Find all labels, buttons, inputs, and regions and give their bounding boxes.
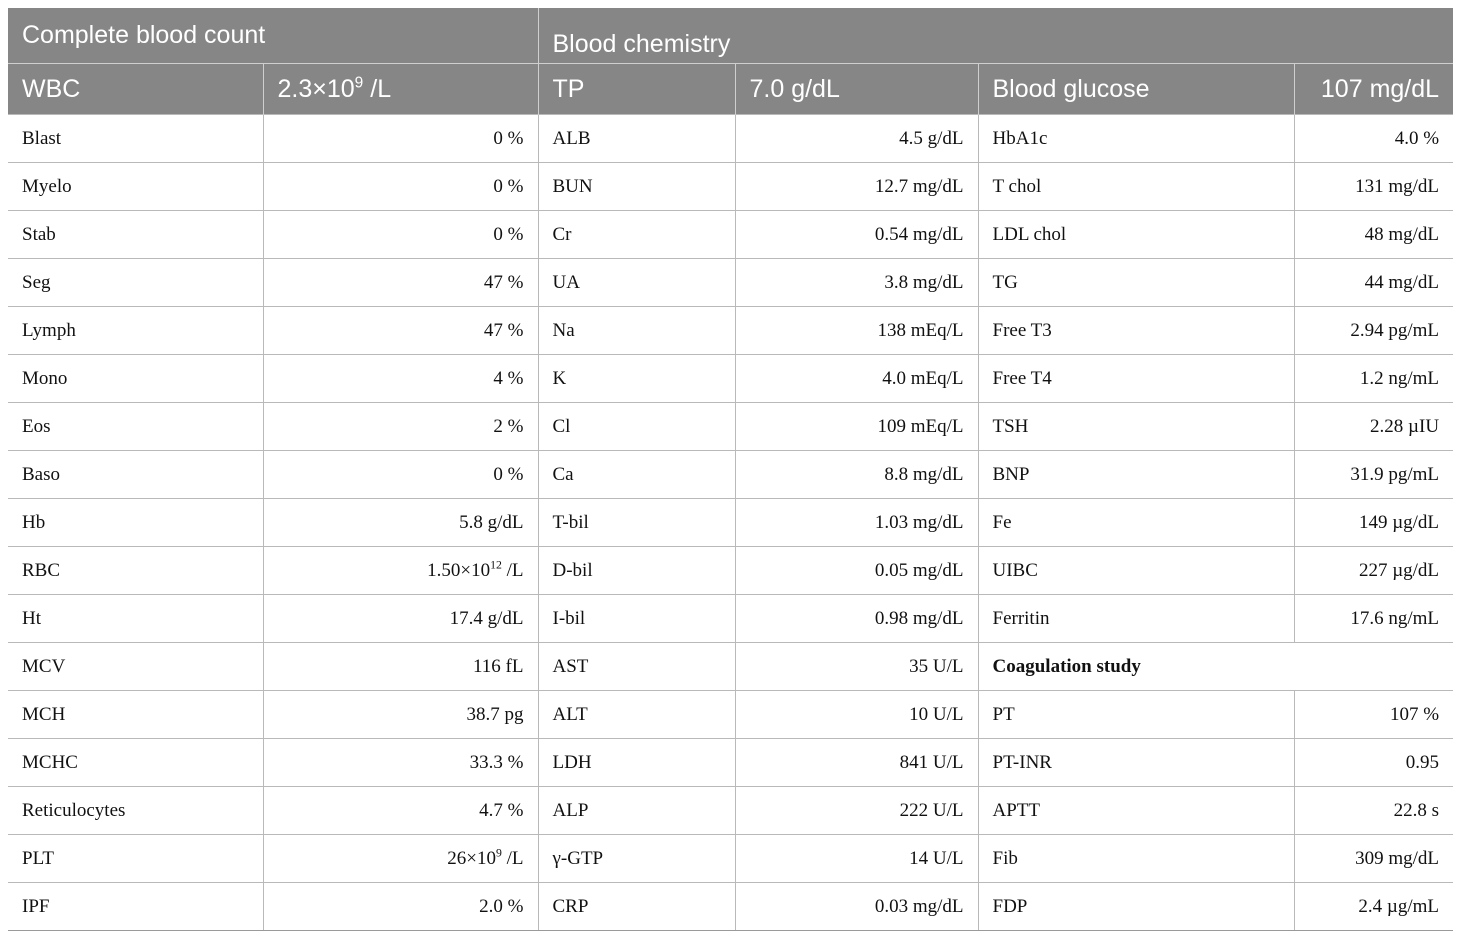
table-row [8,595,1453,643]
table-row [8,451,1453,499]
chemistry-test-value: 14 U/L [735,835,978,883]
chemistry-test-name: UA [538,259,735,307]
chemistry-test-name-2: Fib [978,835,1294,883]
cbc-test-value: 0 % [263,451,538,499]
table-row [8,115,1453,163]
table-row [8,691,1453,739]
cbc-test-value: 4.7 % [263,787,538,835]
wbc-value [263,64,538,115]
cbc-test-value: 0 % [263,115,538,163]
chemistry-test-name-2: PT-INR [978,739,1294,787]
table-header [8,8,1453,115]
cbc-test-value: 17.4 g/dL [263,595,538,643]
chemistry-test-value-2: 2.94 pg/mL [1294,307,1453,355]
wbc-label: WBC [8,64,263,115]
cbc-section-title: Complete blood count [8,8,538,64]
table-row [8,211,1453,259]
chemistry-test-value: 10 U/L [735,691,978,739]
chemistry-test-name: Cr [538,211,735,259]
chemistry-test-value-2: 44 mg/dL [1294,259,1453,307]
chemistry-test-value: 109 mEq/L [735,403,978,451]
cbc-test-name: MCH [8,691,263,739]
tp-label: TP [538,64,735,115]
glucose-value: 107 mg/dL [1294,64,1453,115]
chemistry-test-name-2: HbA1c [978,115,1294,163]
chemistry-test-value-2: 2.28 µIU [1294,403,1453,451]
table-row [8,307,1453,355]
cbc-test-value: 0 % [263,163,538,211]
chemistry-test-name: K [538,355,735,403]
cbc-test-name: PLT [8,835,263,883]
table-row [8,547,1453,595]
chemistry-test-value: 1.03 mg/dL [735,499,978,547]
chemistry-test-name-2: Free T3 [978,307,1294,355]
chemistry-test-name: AST [538,643,735,691]
chemistry-test-name-2: BNP [978,451,1294,499]
chemistry-test-value-2: 107 % [1294,691,1453,739]
cbc-test-name: Hb [8,499,263,547]
chemistry-test-name-2: TG [978,259,1294,307]
chemistry-test-value: 4.5 g/dL [735,115,978,163]
chemistry-test-name: Ca [538,451,735,499]
chemistry-test-value-2: 17.6 ng/mL [1294,595,1453,643]
cbc-test-name: Myelo [8,163,263,211]
cbc-test-value [263,547,538,595]
chemistry-test-name-2: PT [978,691,1294,739]
table-body [8,115,1453,931]
chemistry-test-value: 0.54 mg/dL [735,211,978,259]
chemistry-test-name: Cl [538,403,735,451]
value-unit: /L [501,847,524,869]
cbc-test-value: 47 % [263,307,538,355]
cbc-test-name: Mono [8,355,263,403]
cbc-test-value: 47 % [263,259,538,307]
chemistry-test-name: CRP [538,883,735,931]
chemistry-test-value-2: 22.8 s [1294,787,1453,835]
lab-results-table [8,8,1453,931]
chemistry-test-value: 12.7 mg/dL [735,163,978,211]
value-base: 26×10 [447,847,496,869]
chemistry-test-name: ALT [538,691,735,739]
cbc-test-value: 33.3 % [263,739,538,787]
cbc-test-name: Blast [8,115,263,163]
chemistry-test-name: ALP [538,787,735,835]
chemistry-test-value: 0.03 mg/dL [735,883,978,931]
cbc-test-value: 4 % [263,355,538,403]
chemistry-test-name-2: TSH [978,403,1294,451]
cbc-test-value [263,835,538,883]
cbc-test-name: Eos [8,403,263,451]
cbc-test-name: Reticulocytes [8,787,263,835]
cbc-test-value: 0 % [263,211,538,259]
tp-value: 7.0 g/dL [735,64,978,115]
chemistry-test-name: I-bil [538,595,735,643]
cbc-test-name: MCHC [8,739,263,787]
cbc-test-value: 5.8 g/dL [263,499,538,547]
value-exponent: 12 [490,558,502,572]
chemistry-test-value: 35 U/L [735,643,978,691]
chemistry-test-value-2: 31.9 pg/mL [1294,451,1453,499]
chemistry-test-value-2: 1.2 ng/mL [1294,355,1453,403]
chemistry-test-name-2: Free T4 [978,355,1294,403]
wbc-value-unit: /L [363,74,392,103]
chemistry-test-value-2: 309 mg/dL [1294,835,1453,883]
cbc-test-value: 116 fL [263,643,538,691]
chemistry-test-value-2: 149 µg/dL [1294,499,1453,547]
chemistry-test-value-2: 0.95 [1294,739,1453,787]
chemistry-test-name-2: T chol [978,163,1294,211]
chemistry-test-name: BUN [538,163,735,211]
cbc-test-name: IPF [8,883,263,931]
wbc-value-exponent: 9 [354,74,364,92]
cbc-test-name: MCV [8,643,263,691]
chemistry-test-value: 222 U/L [735,787,978,835]
table-row [8,883,1453,931]
cbc-test-name: Ht [8,595,263,643]
chemistry-test-value-2: 227 µg/dL [1294,547,1453,595]
chemistry-test-value: 0.05 mg/dL [735,547,978,595]
chemistry-test-value-2: 131 mg/dL [1294,163,1453,211]
chemistry-test-name: γ-GTP [538,835,735,883]
chemistry-test-name-2: APTT [978,787,1294,835]
table-row [8,787,1453,835]
chemistry-test-name-2: FDP [978,883,1294,931]
table-row [8,835,1453,883]
value-exponent: 9 [495,846,502,860]
chemistry-test-name-2: Ferritin [978,595,1294,643]
chemistry-test-value: 8.8 mg/dL [735,451,978,499]
wbc-value-base: 2.3×10 [277,74,355,103]
chemistry-test-name-2: LDL chol [978,211,1294,259]
table-row [8,403,1453,451]
cbc-test-value: 2 % [263,403,538,451]
chemistry-test-value: 841 U/L [735,739,978,787]
glucose-label: Blood glucose [978,64,1294,115]
coagulation-section-title: Coagulation study [978,643,1453,691]
chemistry-test-value: 138 mEq/L [735,307,978,355]
chemistry-test-value-2: 2.4 µg/mL [1294,883,1453,931]
chemistry-test-value-2: 4.0 % [1294,115,1453,163]
cbc-test-name: Seg [8,259,263,307]
cbc-test-value: 2.0 % [263,883,538,931]
table-row [8,355,1453,403]
chemistry-test-value: 4.0 mEq/L [735,355,978,403]
cbc-test-value: 38.7 pg [263,691,538,739]
table-row [8,643,1453,691]
chemistry-test-name: ALB [538,115,735,163]
chemistry-test-name: D-bil [538,547,735,595]
chemistry-test-name: Na [538,307,735,355]
value-unit: /L [501,559,524,581]
chemistry-test-name-2: Fe [978,499,1294,547]
chemistry-test-name: T-bil [538,499,735,547]
table-row [8,163,1453,211]
chemistry-test-value: 3.8 mg/dL [735,259,978,307]
table-row [8,499,1453,547]
chemistry-test-value-2: 48 mg/dL [1294,211,1453,259]
cbc-test-name: Stab [8,211,263,259]
chemistry-test-name: LDH [538,739,735,787]
chemistry-section-title: Blood chemistry [538,8,1453,64]
chemistry-test-value: 0.98 mg/dL [735,595,978,643]
value-base: 1.50×10 [427,559,491,581]
cbc-test-name: Lymph [8,307,263,355]
cbc-test-name: Baso [8,451,263,499]
table-row [8,739,1453,787]
cbc-test-name: RBC [8,547,263,595]
chemistry-test-name-2: UIBC [978,547,1294,595]
table-row [8,259,1453,307]
